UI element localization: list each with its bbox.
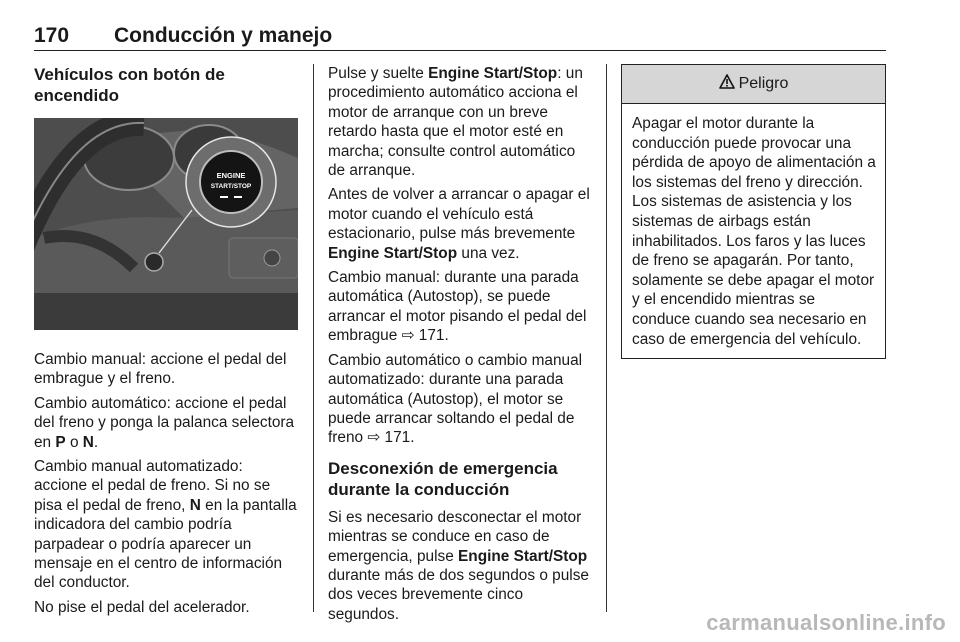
warning-text: Apagar el motor durante la conducción puede provocar una pérdida de apoyo de alimentación a los sistemas del freno y dirección. Los sistemas de asistencia y los sistemas de airbags están inhabilitados. Los faros y las luces de freno se apagarán. Por tanto, solamente se debe apagar el motor y el encendido mientras se conduce cuando sea necesario en caso de emergencia del vehículo. [632,115,876,348]
column-middle [328,64,592,629]
paragraph: Cambio manual: durante una parada automática (Autostop), se puede arrancar el motor pisando el pedal del embrague ⇨ 171. [328,269,587,345]
gear-n-label: N [82,433,94,451]
page-reference[interactable]: ⇨ 171. [367,429,415,447]
warning-header [622,65,885,104]
page-reference[interactable]: ⇨ 171. [401,327,449,345]
chapter-title: Conducción y manejo [114,24,333,47]
paragraph: Antes de volver a arrancar o apagar el motor cuando el vehículo está estacionario, pulse más brevemente Engine Start/Stop una vez. [328,186,590,262]
section-heading: Vehículos con botón de encendido [34,65,225,105]
paragraph: Si es necesario desconectar el motor mientras se conduce en caso de emergencia, pulse Engine Start/Stop durante más de dos segundos o pulse dos veces brevemente cinco segundos. [328,508,589,623]
paragraph: Cambio manual automatizado: accione el pedal de freno. Si no se pisa el pedal de freno, N en la pantalla indicadora del cambio podría parpadear o podría aparecer un mensaje en el centro de información del conductor. [34,458,297,592]
button-name: Engine Start/Stop [328,244,458,262]
column-right [621,64,886,359]
button-name: Engine Start/Stop [458,547,588,565]
start-stop-label: START/STOP [210,183,252,190]
warning-box [621,64,886,359]
paragraph: Cambio manual: accione el pedal del embrague y el freno. [34,351,287,388]
page-header [34,24,886,51]
column-divider [313,64,314,612]
page-number: 170 [34,24,70,47]
paragraph: Cambio automático o cambio manual automatizado: durante una parada automática (Autostop), el motor se puede arrancar soltando el pedal de freno ⇨ 171. [328,351,583,447]
watermark: carmanualsonline.info [706,610,946,635]
paragraph: Pulse y suelte Engine Start/Stop: un procedimiento automático acciona el motor de arranque con un breve retardo hasta que el motor esté en marcha; consulte control automático de arranque. [328,65,583,180]
column-left [34,64,298,622]
column-divider [606,64,607,612]
paragraph: Cambio automático: accione el pedal del freno y ponga la palanca selectora en P o N. [34,394,295,451]
button-name: Engine Start/Stop [428,65,558,82]
dashboard-drawing [34,118,298,330]
paragraph: No pise el pedal del acelerador. [34,598,250,616]
warning-triangle-icon [719,74,735,94]
gear-p-label: P [55,433,66,451]
section-heading: Desconexión de emergencia durante la conducción [328,458,558,499]
engine-label: ENGINE [216,171,246,180]
warning-title: Peligro [738,75,789,93]
engine-button-illustration [34,118,298,330]
gear-n-label: N [189,496,201,514]
